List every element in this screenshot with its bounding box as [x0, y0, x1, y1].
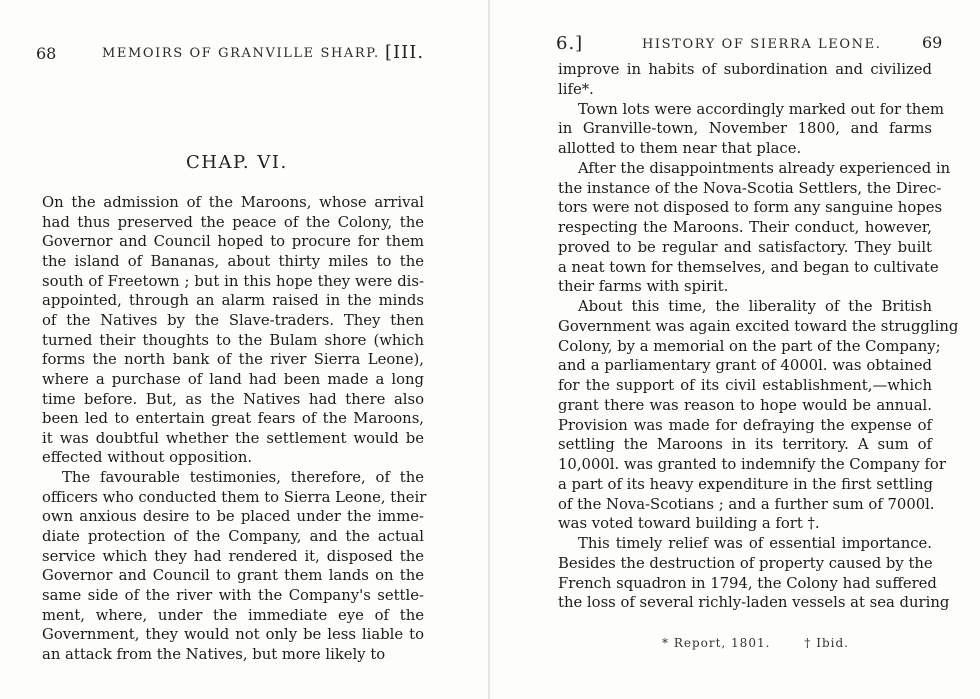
body-line: was voted toward building a fort †. — [558, 515, 820, 533]
body-line: appointed, through an alarm raised in the minds — [42, 292, 424, 310]
body-line: Governor and Council to grant them lands on the — [42, 567, 424, 585]
body-line: where a purchase of land had been made a long — [42, 370, 424, 388]
body-line: forms the north bank of the river Sierra Leone), — [42, 351, 424, 369]
body-line: diate protection of the Company, and the actual — [42, 528, 424, 546]
body-line: Colony, by a memorial on the part of the Company; — [558, 337, 941, 355]
body-line: Governor and Council hoped to procure for them — [42, 233, 424, 251]
body-line: a neat town for themselves, and began to cultivate — [558, 258, 939, 276]
body-line: After the disappointments already experienced in — [578, 159, 951, 177]
body-line: settling the Maroons in its territory. A sum of — [558, 436, 932, 454]
body-line: in Granville-town, November 1800, and farms — [558, 120, 932, 138]
body-line: This timely relief was of essential importance. — [578, 535, 932, 552]
body-line: an attack from the Natives, but more likely to — [42, 645, 386, 663]
body-line: the loss of several richly-laden vessels at sea during — [558, 594, 950, 612]
body-line: had thus preserved the peace of the Colony, the — [42, 213, 424, 231]
body-line: and a parliamentary grant of 4000l. was obtained — [558, 357, 932, 375]
body-line: The favourable testimonies, therefore, of the — [62, 469, 424, 487]
body-line: allotted to them near that place. — [558, 140, 802, 157]
body-line: of the Nova-Scotians ; and a further sum of 7000l. — [558, 495, 935, 513]
body-line: Town lots were accordingly marked out for them — [578, 100, 945, 118]
right-page-number: 69 — [922, 33, 943, 52]
body-line: Government was again excited toward the struggling — [558, 317, 959, 335]
body-line: the island of Bananas, about thirty miles to the — [42, 252, 424, 270]
body-line: respecting the Maroons. Their conduct, however, — [558, 219, 932, 236]
body-line: French squadron in 1794, the Colony had suffered — [558, 574, 937, 592]
right-section-mark: 6.] — [556, 33, 584, 54]
body-line: effected without opposition. — [42, 449, 253, 467]
body-line: Government, they would not only be less liable to — [42, 626, 424, 644]
body-line: Besides the destruction of property caused by the — [558, 554, 933, 572]
body-line: 10,000l. was granted to indemnify the Company for — [558, 456, 946, 473]
body-line: proved to be regular and satisfactory. They built — [558, 238, 932, 256]
left-section-mark: [III. — [385, 42, 425, 63]
body-line: On the admission of the Maroons, whose arrival — [42, 194, 424, 211]
body-line: it was doubtful whether the settlement would be — [42, 429, 424, 447]
body-line: same side of the river with the Company's settle- — [42, 587, 424, 604]
body-line: officers who conducted them to Sierra Leone, their — [42, 488, 427, 506]
body-line: a part of its heavy expenditure in the first settling — [558, 475, 934, 493]
body-line: grant there was reason to hope would be annual. — [558, 396, 932, 414]
left-page-number: 68 — [36, 44, 57, 63]
footnote-ibid: † Ibid. — [804, 636, 849, 650]
left-running-title: MEMOIRS OF GRANVILLE SHARP. — [102, 46, 380, 61]
body-line: tors were not disposed to form any sanguine hopes — [558, 199, 943, 217]
right-running-title: HISTORY OF SIERRA LEONE. — [642, 37, 882, 52]
body-line: life*. — [558, 80, 594, 98]
body-line: time before. But, as the Natives had there also — [42, 390, 424, 408]
body-line: own anxious desire to be placed under the imme- — [42, 508, 424, 526]
right-page — [490, 0, 980, 699]
body-line: Provision was made for defraying the expense of — [558, 416, 932, 434]
footnotes — [662, 636, 849, 650]
body-line: south of Freetown ; but in this hope they were dis- — [42, 272, 424, 290]
chapter-title: CHAP. VI. — [186, 152, 288, 173]
body-line: ment, where, under the immediate eye of the — [42, 606, 424, 624]
body-line: their farms with spirit. — [558, 278, 729, 296]
body-line: been led to entertain great fears of the Maroons, — [42, 410, 424, 428]
body-line: the instance of the Nova-Scotia Settlers, the Direc- — [558, 179, 942, 197]
body-line: of the Natives by the Slave-traders. They then — [42, 311, 424, 329]
body-line: About this time, the liberality of the British — [578, 298, 932, 315]
body-line: for the support of its civil establishment,—which — [558, 377, 932, 394]
body-line: service which they had rendered it, disposed the — [42, 547, 424, 565]
footnote-report: * Report, 1801. — [662, 636, 771, 650]
body-line: turned their thoughts to the Bulam shore (which — [42, 331, 424, 349]
body-line: improve in habits of subordination and civilized — [558, 61, 932, 78]
